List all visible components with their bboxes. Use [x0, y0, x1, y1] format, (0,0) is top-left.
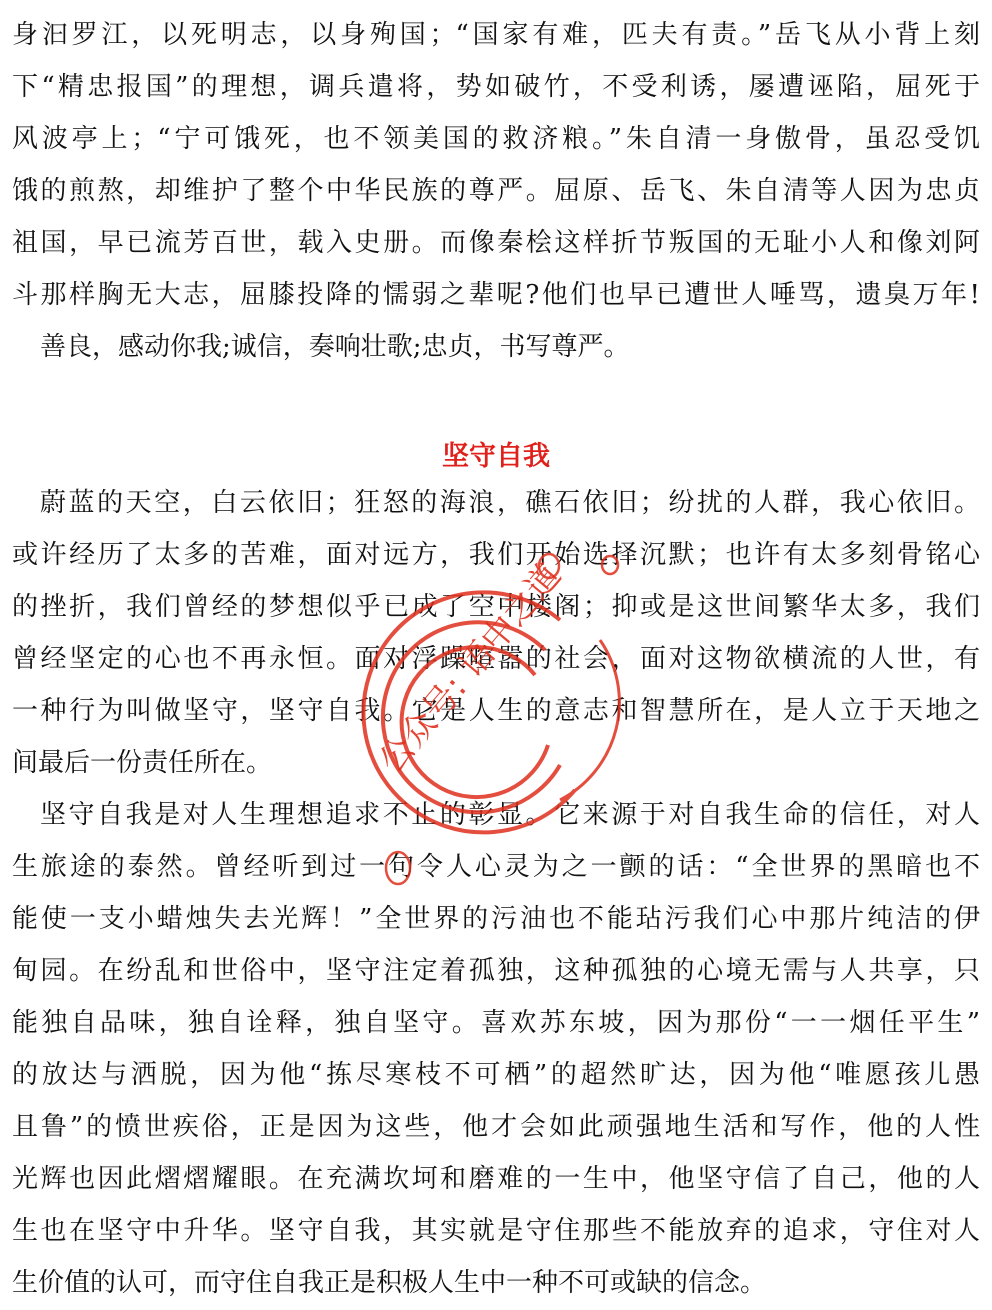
text-line: 曾经坚定的心也不再永恒。面对浮躁喧嚣的社会，面对这物欲横流的人世，有	[12, 644, 980, 674]
text-line: 的放达与洒脱，因为他“拣尽寒枝不可栖”的超然旷达，因为他“唯愿孩儿愚	[12, 1060, 980, 1090]
text-line: 祖国，早已流芳百世，载入史册。而像秦桧这样折节叛国的无耻小人和像刘阿	[12, 228, 980, 258]
text-line: 蔚蓝的天空，白云依旧；狂怒的海浪，礁石依旧；纷扰的人群，我心依旧。	[40, 488, 980, 518]
text-line: 生也在坚守中升华。坚守自我，其实就是守住那些不能放弃的追求，守住对人	[12, 1216, 980, 1246]
text-line: 风波亭上；“宁可饿死，也不领美国的救济粮。”朱自清一身傲骨，虽忍受饥	[12, 124, 980, 154]
section-title: 坚守自我	[442, 441, 550, 472]
text-line: 间最后一份责任所在。	[12, 748, 273, 778]
text-line: 坚守自我是对人生理想追求不止的彰显。它来源于对自我生命的信任，对人	[40, 800, 980, 830]
text-line: 下“精忠报国”的理想，调兵遣将，势如破竹，不受利诱，屡遭诬陷，屈死于	[12, 72, 980, 102]
text-line: 或许经历了太多的苦难，面对远方，我们开始选择沉默；也许有太多刻骨铭心	[12, 540, 980, 570]
text-line: 斗那样胸无大志，屈膝投降的懦弱之辈呢?他们也早已遭世人唾骂，遗臭万年!	[12, 280, 980, 310]
text-line: 能使一支小蜡烛失去光辉！”全世界的污油也不能玷污我们心中那片纯洁的伊	[12, 904, 980, 934]
text-line: 的挫折，我们曾经的梦想似乎已成了空中楼阁；抑或是这世间繁华太多，我们	[12, 592, 980, 622]
text-line: 身汩罗江，以死明志，以身殉国；“国家有难，匹夫有责。”岳飞从小背上刻	[12, 20, 980, 50]
text-line: 光辉也因此熠熠耀眼。在充满坎坷和磨难的一生中，他坚守信了自己，他的人	[12, 1164, 980, 1194]
text-line: 善良，感动你我;诚信，奏响壮歌;忠贞，书写尊严。	[40, 332, 630, 362]
text-line: 生旅途的泰然。曾经听到过一句令人心灵为之一颤的话：“全世界的黑暗也不	[12, 852, 980, 882]
text-line: 饿的煎熬，却维护了整个中华民族的尊严。屈原、岳飞、朱自清等人因为忠贞	[12, 176, 980, 206]
stamp-text: 公众号: 语中之道	[371, 555, 570, 781]
text-line: 且鲁”的愤世疾俗，正是因为这些，他才会如此顽强地生活和写作，他的人性	[12, 1112, 980, 1142]
text-line: 能独自品味，独自诠释，独自坚守。喜欢苏东坡，因为那份“一一烟任平生”	[12, 1008, 980, 1038]
text-line: 一种行为叫做坚守，坚守自我。它是人生的意志和智慧所在，是人立于天地之	[12, 696, 980, 726]
text-line: 生价值的认可，而守住自我正是积极人生中一种不可或缺的信念。	[12, 1268, 767, 1298]
text-line: 甸园。在纷乱和世俗中，坚守注定着孤独，这种孤独的心境无需与人共享，只	[12, 956, 980, 986]
